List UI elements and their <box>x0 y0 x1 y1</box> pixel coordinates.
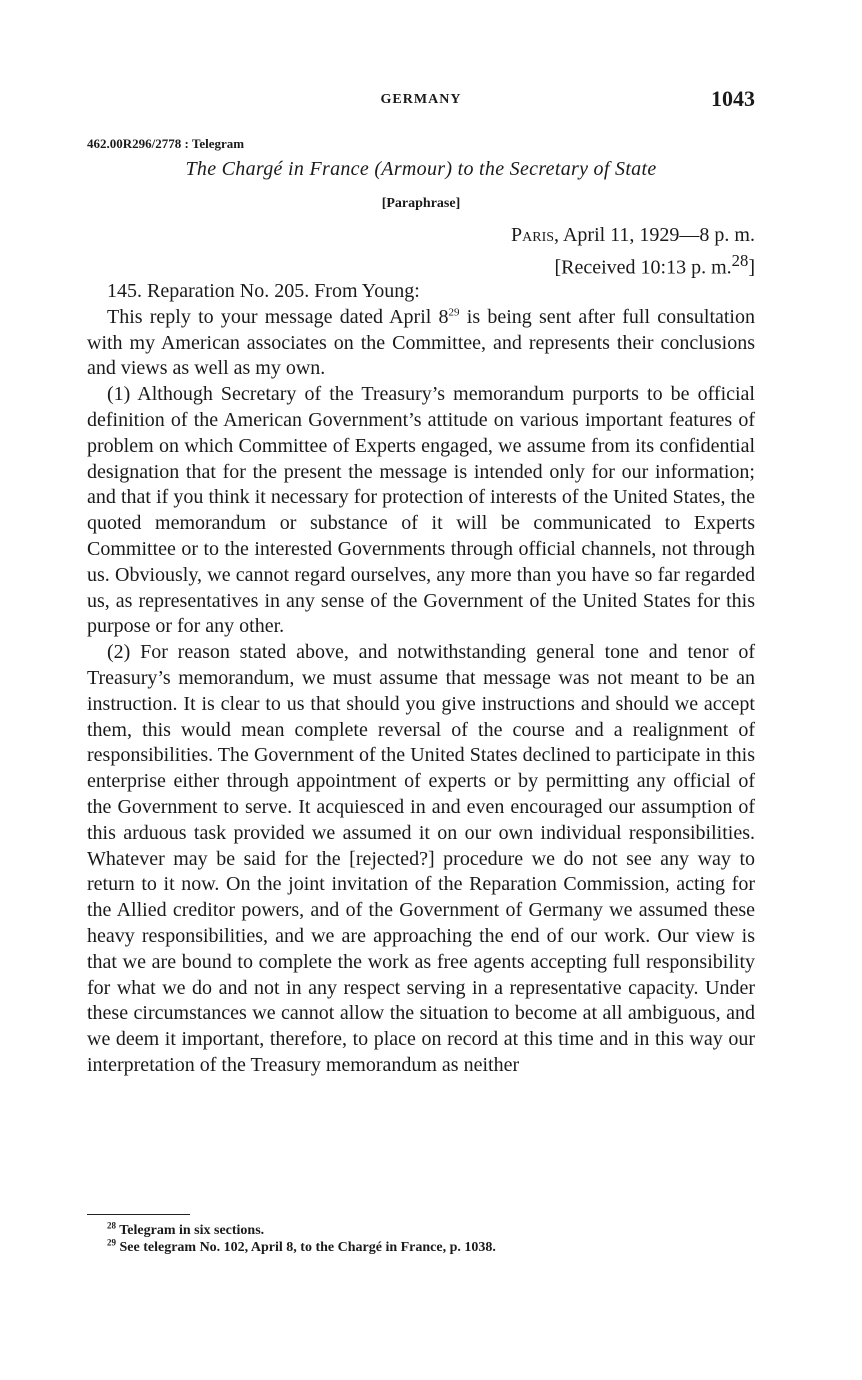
paragraph-intro-text-b: is being sent after full consultation with my American associates on the Committee, and represents their conclusions and views as well as my own. <box>87 305 755 380</box>
document-body <box>87 279 755 1079</box>
received-close: ] <box>748 256 755 279</box>
paragraph-1: (1) Although Secretary of the Treasury’s memorandum purports to be official definition of the American Government’s attitude on various important features of problem on which Committee of Experts engaged, we assume from its confidential designation that for the present the message is intended only for our information; and that if you think it necessary for protection of interests of the United States, the quoted memorandum or substance of it will be communicated to Experts Committee or to the interested Governments through official channels, not through us. Obviously, we cannot regard ourselves, any more than you have so far regarded us, as representatives in any sense of the Government of the United States for this purpose or for any other. <box>87 383 755 638</box>
footnotes <box>107 1222 496 1256</box>
paragraph-intro <box>87 305 755 382</box>
dateline-received <box>511 248 755 281</box>
paragraph-intro-text-a: This reply to your message dated April 8 <box>107 305 449 328</box>
footnote-28 <box>107 1222 496 1239</box>
footnote-29 <box>107 1239 496 1256</box>
page-number: 1043 <box>711 86 755 111</box>
document-subtitle: [Paraphrase] <box>381 196 461 211</box>
document-title: The Chargé in France (Armour) to the Secretary of State <box>185 158 657 180</box>
paragraph-opening: 145. Reparation No. 205. From Young: <box>107 280 420 302</box>
received-text: [Received 10:13 p. m. <box>554 256 732 279</box>
footnote-marker: 28 <box>107 1220 116 1231</box>
running-head <box>87 88 755 118</box>
footnote-marker: 29 <box>107 1237 116 1248</box>
footnote-text: Telegram in six sections. <box>116 1223 265 1238</box>
footnote-ref-29: 29 <box>448 306 460 319</box>
dateline-sent <box>511 222 755 248</box>
paragraph-2: (2) For reason stated above, and notwithstanding general tone and tenor of Treasury’s memorandum, we must assume that message was not meant to be an instruction. It is clear to us that should you give instructions and should we accept them, this would mean complete reversal of the course and a realignment of responsibilities. The Government of the United States declined to participate in this enterprise either through appointment of experts or by permitting any official of the Government to serve. It acquiesced in and even encouraged our assumption of this arduous task provided we assumed it on our own individual responsibilities. Whatever may be said for the [rejected?] procedure we do not see any way to return to it now. On the joint invitation of the Reparation Commission, acting for the Allied creditor powers, and of the Government of Germany we assumed these heavy responsibilities, and we are approaching the end of our work. Our view is that we are bound to complete the work as free agents accepting full responsibility for what we do and not in any respect serving in a representative capacity. Under these circumstances we cannot allow the situation to become at all ambiguous, and we deem it important, therefore, to place on record at this time and in this way our interpretation of the Treasury memorandum as neither <box>87 641 755 1076</box>
footnote-text: See telegram No. 102, April 8, to the Chargé in France, p. 1038. <box>116 1240 496 1255</box>
footnote-divider <box>87 1214 190 1215</box>
file-reference: 462.00R296/2778 : Telegram <box>87 136 245 151</box>
running-title: GERMANY <box>380 92 462 107</box>
footnote-ref-28: 28 <box>731 251 749 270</box>
dateline-city: Paris, <box>511 224 560 246</box>
dateline <box>511 222 755 281</box>
dateline-date: April 11, 1929—8 p. m. <box>559 224 755 246</box>
